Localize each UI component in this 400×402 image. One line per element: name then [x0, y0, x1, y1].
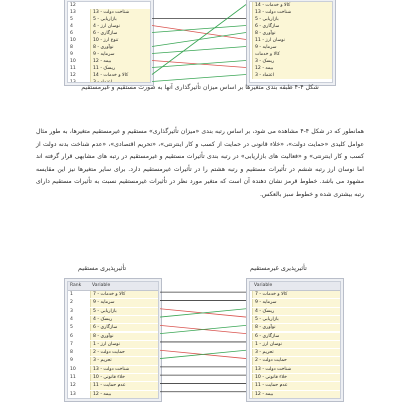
variable-cell: ریسک - 4 — [90, 316, 158, 323]
variable-cell: اعتماد - 3 — [252, 72, 332, 79]
bottom-left-rows — [68, 291, 158, 398]
rank-cell: 10 — [70, 59, 76, 64]
table-row — [250, 308, 340, 315]
table-row — [250, 333, 340, 340]
table-row — [68, 324, 158, 331]
variable-cell: خلاء قانونی - 10 — [252, 374, 340, 381]
rank-cell: 8 — [70, 45, 73, 50]
variable-cell: ریسک - 3 — [252, 58, 332, 65]
variable-header: Variable — [92, 283, 111, 288]
variable-cell: شناخت دولت - 13 — [252, 9, 332, 16]
rank-cell: 10 — [70, 38, 76, 43]
rank-cell: 7 — [70, 341, 73, 347]
variable-cell: بیمه - 12 — [90, 58, 150, 65]
bottom-right-rows — [250, 291, 340, 398]
variable-cell: نوسان ارز - 1 — [252, 341, 340, 348]
variable-cell: حمایت دولت - 2 — [90, 349, 158, 356]
variable-cell: سازگاری - 6 — [90, 324, 158, 331]
variable-cell: کالا و خدمات - 14 — [252, 2, 332, 9]
rank-link-line — [152, 47, 246, 54]
table-row — [68, 382, 158, 389]
variable-cell: نوسان ارز - 11 — [252, 37, 332, 44]
top-right-table — [246, 0, 336, 86]
top-rank-lines — [152, 0, 246, 84]
rank-cell: 12 — [70, 3, 76, 8]
table-row — [68, 291, 158, 298]
table-row — [68, 374, 158, 381]
variable-cell: سازگاری - 6 — [90, 30, 150, 37]
table-row — [250, 316, 340, 323]
variable-cell: تحریم - 3 — [252, 349, 340, 356]
table-row — [250, 299, 340, 306]
table-row — [68, 357, 158, 364]
rank-cell: 12 — [70, 383, 76, 389]
table-row — [250, 291, 340, 298]
rank-link-line — [152, 75, 246, 82]
table-row — [250, 366, 340, 373]
rank-cell: 1 — [70, 292, 73, 297]
table-row — [250, 324, 340, 331]
rank-cell: 5 — [70, 325, 73, 331]
variable-cell: ریسک - 4 — [252, 308, 340, 315]
right-panel-label: تأثیرپذیری غیرمستقیم — [250, 265, 307, 272]
table-row — [250, 341, 340, 348]
variable-cell: کالا و خدمات - 7 — [252, 291, 340, 298]
rank-cell: 9 — [70, 358, 73, 364]
table-row — [250, 374, 340, 381]
table-row — [250, 72, 332, 79]
variable-cell: بازاریابی - 5 — [252, 316, 340, 323]
bottom-right-table — [246, 278, 344, 402]
variable-cell: حمایت دولت - 2 — [252, 357, 340, 364]
variable-cell: نوآوری - 8 — [252, 324, 340, 331]
table-row — [68, 79, 150, 83]
rank-cell: 8 — [70, 350, 73, 356]
rank-cell: 4 — [70, 316, 73, 322]
rank-header: Rank — [70, 283, 82, 288]
rank-cell: 6 — [70, 31, 73, 36]
table-row — [68, 333, 158, 340]
rank-cell: 13 — [70, 391, 76, 397]
bottom-rank-lines — [160, 287, 246, 399]
table-row — [250, 357, 340, 364]
table-row — [68, 341, 158, 348]
rank-cell: 2 — [70, 300, 73, 306]
variable-cell: نوسان ارز - 4 — [90, 23, 150, 30]
variable-cell: اعتماد - 3 — [90, 79, 150, 83]
variable-cell: کالا و خدمات - 7 — [90, 291, 158, 298]
variable-cell: شتاخت دولت - 13 — [90, 9, 150, 16]
table-row — [68, 366, 158, 373]
table-header — [68, 282, 158, 291]
rank-cell: 11 — [70, 66, 76, 71]
rank-cell: 3 — [70, 308, 73, 314]
table-row — [68, 299, 158, 306]
variable-cell: تنوع ارز - 10 — [90, 37, 150, 44]
variable-cell: نوآوری - 8 — [90, 333, 158, 340]
rank-cell: 5 — [70, 17, 73, 22]
variable-cell: شناخت دولت - 13 — [252, 366, 340, 373]
top-left-table — [64, 0, 154, 86]
variable-cell: خلاء قانونی - 10 — [90, 374, 158, 381]
rank-link-line — [152, 26, 246, 40]
rank-cell: 6 — [70, 333, 73, 339]
bottom-left-table — [64, 278, 162, 402]
variable-cell: عدم حمایت - 11 — [252, 382, 340, 389]
variable-cell: سرمایه - 9 — [252, 299, 340, 306]
variable-cell: نوآوری - 8 — [252, 30, 332, 37]
rank-cell: 11 — [70, 375, 76, 380]
variable-cell: بازاریابی - 5 — [252, 16, 332, 23]
table-row — [68, 308, 158, 315]
variable-cell: بیمه - 12 — [90, 391, 158, 398]
variable-header: Variable — [254, 283, 273, 288]
rank-cell: 10 — [70, 366, 76, 372]
left-panel-label: تأثیرپذیری مستقیم — [78, 265, 127, 272]
rank-cell: 4 — [70, 24, 73, 29]
table-row — [68, 391, 158, 398]
variable-cell: نوآوری - 8 — [90, 44, 150, 51]
variable-cell: سرمایه - 9 — [90, 51, 150, 58]
variable-cell: سرمایه - 9 — [252, 44, 332, 51]
variable-cell: نوسان ارز - 1 — [90, 341, 158, 348]
variable-cell: بیمه - 12 — [252, 391, 340, 398]
figure-caption: شکل ۴-۴ طبقه بندی متغیرها بر اساس میزان تأثیرگذاری آنها به صورت مستقیم و غیرمستقیم — [81, 84, 319, 91]
variable-cell: ریسک - 11 — [90, 65, 150, 72]
table-header — [250, 282, 340, 291]
variable-cell: کالا و خدمات - 14 — [90, 72, 150, 79]
variable-cell: بازاریابی - 5 — [90, 308, 158, 315]
variable-cell: بیمه - 12 — [252, 65, 332, 72]
table-row — [250, 349, 340, 356]
rank-link-line — [152, 26, 246, 33]
variable-cell: شناخت دولت - 13 — [90, 366, 158, 373]
table-row — [250, 382, 340, 389]
table-row — [68, 316, 158, 323]
variable-cell: سرمایه - 9 — [90, 299, 158, 306]
table-row — [250, 391, 340, 398]
variable-cell: تحریم - 3 — [90, 357, 158, 364]
top-right-rows — [249, 1, 333, 83]
rank-cell: 13 — [70, 10, 76, 15]
variable-cell: بازاریابی - 5 — [90, 16, 150, 23]
body-paragraph: همانطور که در شکل ۴-۴ مشاهده می شود، بر اساس رتبه بندی «میزان تأثیرگذاری» مستقیم و غیرمستقیم متغیرها، به طور مثال عوامل کلیدی «حمایت دولت»، «خلاء قانونی در حمایت از کسب و کار اینترنتی»، «تحریم اقتصادی»، «عدم شناخت بدنه دولت از کسب و کار اینترنتی» و «فعالیت های بازاریابی» در رتبه بندی تأثیرات مستقیم و غیرمستقیم در رتبه های مشابهی قرار گرفته اند اما نوسان ارز رتبه ششم در تأثیرات مستقیم و رتبه هشتم را در تأثیرات غیرمستقیم دارد. برای سایر متغیرها نیز این مقایسه مشهود می باشد. خطوط قرمز نشان دهنده آن است که متغیر مورد نظر در تأثیرات غیرمستقیم نسبت به تأثیرات مستقیم دارای رتبه بیشتری شده و خطوط سبز بالعکس. — [36, 128, 364, 198]
table-row — [68, 349, 158, 356]
rank-cell: 13 — [70, 80, 76, 83]
variable-cell: سازگاری - 6 — [252, 23, 332, 30]
variable-cell: عدم حمایت - 11 — [90, 382, 158, 389]
variable-cell: سازگاری - 6 — [252, 333, 340, 340]
rank-cell: 12 — [70, 73, 76, 78]
top-left-rows — [67, 1, 151, 83]
variable-cell: کالا و خدمات — [252, 51, 332, 58]
rank-cell: 9 — [70, 52, 73, 57]
